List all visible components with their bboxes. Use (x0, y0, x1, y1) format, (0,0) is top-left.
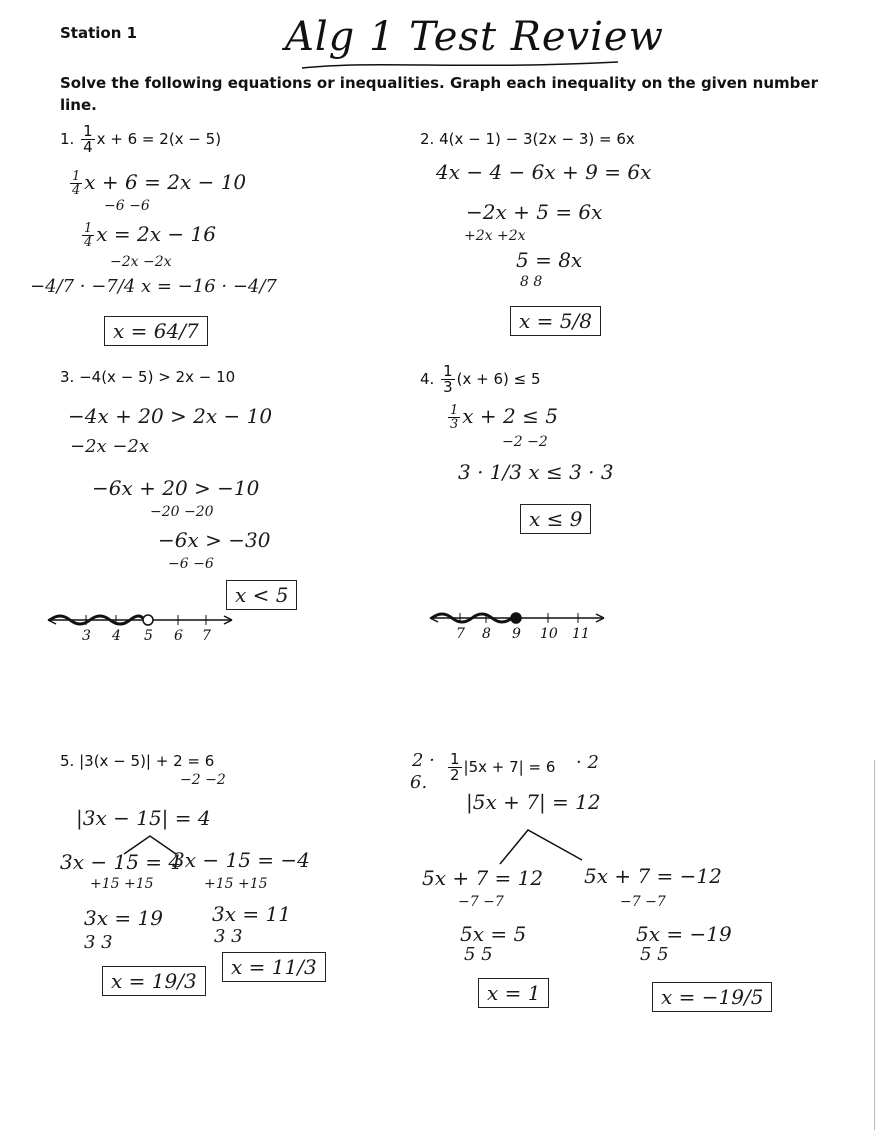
fraction: $\frac{1}{2}$ (450, 750, 460, 784)
work-line: 5x = −19 (636, 922, 732, 946)
annotation: · 2 (576, 752, 599, 773)
number-line-graph (40, 604, 240, 626)
tick-label: 3 (82, 628, 91, 644)
work-line: +2x +2x (464, 228, 526, 244)
tick-label: 8 (482, 626, 491, 642)
page-title: Alg 1 Test Review (285, 14, 664, 60)
work-line: 5 5 (640, 944, 669, 965)
problem-4 (420, 364, 541, 395)
problem-5 (60, 752, 214, 770)
equation: 4(x − 1) − 3(2x − 3) = 6x (439, 130, 635, 148)
closed-circle (511, 613, 521, 623)
open-circle (143, 615, 153, 625)
tick-label: 7 (202, 628, 211, 644)
tick-label: 6 (174, 628, 183, 644)
work-line: 3x = 11 (212, 902, 291, 926)
equation: x + 6 = 2(x − 5) (96, 130, 222, 148)
number-line (424, 604, 614, 644)
work-line: −6 −6 (168, 556, 214, 572)
work-line: −6x + 20 > −10 (92, 476, 260, 500)
work-line: −7 −7 (458, 894, 504, 910)
work-line: $\frac{1}{3}$ x + 2 ≤ 5 (450, 403, 558, 432)
tick-label: 7 (456, 626, 465, 642)
inequality: −4(x − 5) > 2x − 10 (79, 368, 236, 386)
work-line: −2x + 5 = 6x (466, 200, 603, 224)
answer-box: x ≤ 9 (520, 504, 591, 534)
station-label: Station 1 (60, 24, 138, 42)
answer-box: x < 5 (226, 580, 297, 610)
problem-1 (60, 124, 221, 155)
work-line: 3 3 (84, 932, 113, 953)
work-line: 8 8 (520, 274, 543, 290)
work-line: |5x + 7| = 12 (466, 790, 601, 814)
work-line: +15 +15 (90, 876, 154, 892)
tick-label: 10 (540, 626, 558, 642)
instructions: Solve the following equations or inequalities. Graph each inequality on the given number line. (60, 74, 818, 114)
equation: |3(x − 5)| + 2 = 6 (79, 752, 215, 770)
work-line: −2 −2 (502, 434, 548, 450)
work-line: −6 −6 (104, 198, 150, 214)
work-line: −2x −2x (70, 436, 150, 457)
problem-number: 6. (410, 772, 428, 793)
fraction: $\frac{1}{4}$ (83, 122, 93, 156)
title-underline (300, 58, 620, 72)
problem-number: 5. (60, 752, 75, 770)
problem-number: 1. (60, 130, 75, 148)
work-line: 5x + 7 = −12 (584, 864, 722, 888)
problem-3 (60, 368, 235, 386)
work-line: −2 −2 (180, 772, 226, 788)
work-line: 3x − 15 = 4 (60, 850, 182, 874)
problem-number: 2. (420, 130, 435, 148)
work-line: −2x −2x (110, 254, 172, 270)
work-line: 5 5 (464, 944, 493, 965)
inequality: (x + 6) ≤ 5 (456, 370, 541, 388)
tick-label: 11 (572, 626, 590, 642)
problem-number: 3. (60, 368, 75, 386)
answer-box: x = −19/5 (652, 982, 772, 1012)
tick-label: 4 (112, 628, 121, 644)
scan-edge (874, 760, 875, 1130)
work-line: +15 +15 (204, 876, 268, 892)
work-line: $\frac{1}{4}$ x = 2x − 16 (84, 221, 216, 250)
work-line: −6x > −30 (158, 528, 271, 552)
annotation: 2 · (412, 750, 435, 771)
work-line: −7 −7 (620, 894, 666, 910)
work-line: 3x − 15 = −4 (172, 848, 310, 872)
work-line: $\frac{1}{4}$ x + 6 = 2x − 10 (72, 169, 247, 198)
work-line: 4x − 4 − 6x + 9 = 6x (436, 160, 652, 184)
answer-box: x = 11/3 (222, 952, 326, 982)
work-line: −4x + 20 > 2x − 10 (68, 404, 273, 428)
equation: |5x + 7| = 6 (463, 758, 556, 776)
work-line: 5x = 5 (460, 922, 527, 946)
work-line: 5x + 7 = 12 (422, 866, 544, 890)
work-line: 5 = 8x (516, 248, 583, 272)
problem-number: 4. (420, 370, 435, 388)
work-line: −4/7 · −7/4 x = −16 · −4/7 (30, 276, 277, 297)
number-line (40, 604, 240, 644)
tick-label: 5 (144, 628, 153, 644)
fraction: $\frac{1}{3}$ (443, 362, 453, 396)
branch-lines (496, 826, 586, 866)
answer-box: x = 64/7 (104, 316, 208, 346)
answer-box: x = 1 (478, 978, 549, 1008)
problem-2 (420, 130, 635, 148)
tick-label: 9 (512, 626, 521, 642)
problem-6 (446, 752, 555, 783)
answer-box: x = 19/3 (102, 966, 206, 996)
work-line: 3x = 19 (84, 906, 163, 930)
number-line-graph (424, 604, 614, 626)
answer-box: x = 5/8 (510, 306, 601, 336)
work-line: −20 −20 (150, 504, 214, 520)
work-line: |3x − 15| = 4 (76, 806, 211, 830)
work-line: 3 3 (214, 926, 243, 947)
work-line: 3 · 1/3 x ≤ 3 · 3 (458, 460, 614, 484)
